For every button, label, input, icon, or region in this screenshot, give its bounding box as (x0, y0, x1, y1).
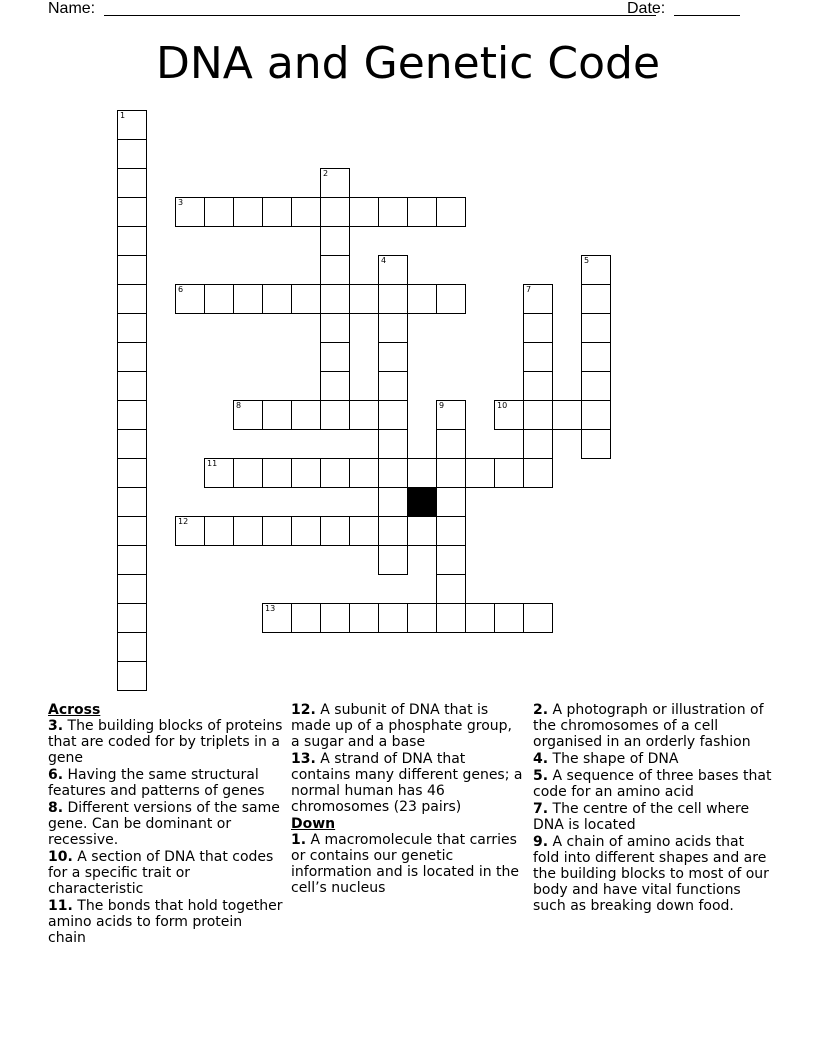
grid-cell[interactable] (117, 255, 147, 285)
grid-cell[interactable] (320, 400, 350, 430)
clue-number: 10. (48, 849, 73, 865)
grid-cell[interactable] (233, 197, 263, 227)
grid-cell[interactable] (523, 458, 553, 488)
grid-cell[interactable] (262, 516, 292, 546)
grid-cell[interactable] (378, 516, 408, 546)
grid-cell[interactable] (320, 342, 350, 372)
grid-cell[interactable] (262, 197, 292, 227)
grid-cell[interactable] (378, 545, 408, 575)
grid-cell[interactable] (378, 400, 408, 430)
grid-cell[interactable] (117, 661, 147, 691)
clue-across-10 (48, 849, 283, 897)
clue-across-3 (48, 718, 283, 766)
grid-cell[interactable] (494, 400, 524, 430)
grid-cell[interactable] (523, 313, 553, 343)
grid-cell[interactable] (320, 516, 350, 546)
grid-cell[interactable] (320, 313, 350, 343)
clue-across-11 (48, 898, 283, 946)
clue-number: 7. (533, 801, 549, 817)
grid-cell[interactable] (436, 545, 466, 575)
grid-cell[interactable] (320, 458, 350, 488)
name-label: Name: (48, 0, 96, 17)
grid-cell[interactable] (117, 487, 147, 517)
clue-text: A photograph or illustration of the chromosomes of a cell organised in an orderly fashion (533, 702, 764, 750)
grid-cell[interactable] (204, 197, 234, 227)
clue-number: 3. (48, 718, 64, 734)
page-title: DNA and Genetic Code (155, 38, 661, 89)
grid-cell[interactable] (407, 284, 437, 314)
grid-cell[interactable] (117, 342, 147, 372)
grid-cell[interactable] (378, 284, 408, 314)
grid-cell[interactable] (349, 458, 379, 488)
grid-cell[interactable] (465, 603, 495, 633)
grid-cell[interactable] (117, 400, 147, 430)
grid-cell[interactable] (233, 516, 263, 546)
grid-cell[interactable] (552, 400, 582, 430)
grid-cell[interactable] (378, 342, 408, 372)
clue-number: 1. (291, 832, 307, 848)
grid-cell[interactable] (204, 516, 234, 546)
date-label: Date: (627, 0, 666, 17)
grid-cell[interactable] (378, 603, 408, 633)
grid-cell[interactable] (523, 429, 553, 459)
clue-text: A strand of DNA that contains many different genes; a normal human has 46 chromosomes (23 pairs) (291, 751, 523, 815)
grid-cell[interactable] (436, 197, 466, 227)
cell-number: 7 (526, 285, 532, 294)
grid-cell[interactable] (581, 371, 611, 401)
grid-cell[interactable] (494, 603, 524, 633)
cell-number: 13 (265, 604, 276, 613)
grid-cell[interactable] (117, 168, 147, 198)
grid-cell[interactable] (378, 371, 408, 401)
clues-column-1 (48, 702, 283, 947)
clue-number: 8. (48, 800, 64, 816)
blocked-cell (407, 487, 437, 517)
grid-cell[interactable] (117, 632, 147, 662)
grid-cell[interactable] (378, 313, 408, 343)
down-heading: Down (291, 816, 336, 832)
grid-cell[interactable] (320, 197, 350, 227)
grid-cell[interactable] (291, 516, 321, 546)
grid-cell[interactable] (349, 516, 379, 546)
cell-number: 12 (178, 517, 189, 526)
cell-number: 8 (236, 401, 242, 410)
grid-cell[interactable] (581, 429, 611, 459)
grid-cell[interactable] (436, 429, 466, 459)
clue-text: A sequence of three bases that code for an amino acid (533, 768, 772, 800)
grid-cell[interactable] (407, 197, 437, 227)
cell-number: 11 (207, 459, 218, 468)
clue-down-1 (291, 832, 523, 896)
grid-cell[interactable] (523, 284, 553, 314)
grid-cell[interactable] (204, 458, 234, 488)
clue-text: A chain of amino acids that fold into different shapes and are the building blocks to most of our body and have vital functions such as breaking down food. (533, 834, 769, 914)
grid-cell[interactable] (117, 226, 147, 256)
clue-text: A macromolecule that carries or contains our genetic information and is located in the cell’s nucleus (291, 832, 520, 896)
clue-down-5 (533, 768, 773, 800)
grid-cell[interactable] (494, 458, 524, 488)
grid-cell[interactable] (262, 400, 292, 430)
grid-cell[interactable] (320, 371, 350, 401)
grid-cell[interactable] (117, 197, 147, 227)
clue-text: Having the same structural features and patterns of genes (48, 767, 265, 799)
grid-cell[interactable] (378, 458, 408, 488)
grid-cell[interactable] (262, 603, 292, 633)
clue-across-12 (291, 702, 523, 750)
grid-cell[interactable] (117, 429, 147, 459)
grid-cell[interactable] (204, 284, 234, 314)
grid-cell[interactable] (320, 284, 350, 314)
grid-cell[interactable] (117, 371, 147, 401)
grid-cell[interactable] (117, 603, 147, 633)
grid-cell[interactable] (349, 400, 379, 430)
cell-number: 3 (178, 198, 184, 207)
clue-text: Different versions of the same gene. Can be dominant or recessive. (48, 800, 280, 848)
clue-number: 12. (291, 702, 316, 718)
cell-number: 2 (323, 169, 329, 178)
grid-cell[interactable] (523, 371, 553, 401)
grid-cell[interactable] (378, 487, 408, 517)
grid-cell[interactable] (523, 342, 553, 372)
grid-cell[interactable] (581, 313, 611, 343)
clue-number: 5. (533, 768, 549, 784)
cell-number: 10 (497, 401, 508, 410)
grid-cell[interactable] (378, 255, 408, 285)
grid-cell[interactable] (320, 226, 350, 256)
grid-cell[interactable] (233, 284, 263, 314)
clues-column-3 (533, 702, 773, 915)
clue-number: 2. (533, 702, 549, 718)
clue-text: The building blocks of proteins that are coded for by triplets in a gene (48, 718, 283, 766)
clue-down-7 (533, 801, 773, 833)
cell-number: 9 (439, 401, 445, 410)
grid-cell[interactable] (291, 400, 321, 430)
grid-cell[interactable] (349, 284, 379, 314)
clue-text: The centre of the cell where DNA is located (533, 801, 750, 833)
clues-column-2 (291, 702, 523, 897)
grid-cell[interactable] (117, 574, 147, 604)
grid-cell[interactable] (233, 458, 263, 488)
clue-number: 9. (533, 834, 549, 850)
grid-cell[interactable] (436, 574, 466, 604)
clue-number: 6. (48, 767, 64, 783)
grid-cell[interactable] (407, 603, 437, 633)
grid-cell[interactable] (320, 255, 350, 285)
clue-across-13 (291, 751, 523, 815)
grid-cell[interactable] (291, 197, 321, 227)
grid-cell[interactable] (117, 458, 147, 488)
grid-cell[interactable] (117, 545, 147, 575)
clue-across-8 (48, 800, 283, 848)
clue-down-2 (533, 702, 773, 750)
cell-number: 6 (178, 285, 184, 294)
grid-cell[interactable] (320, 603, 350, 633)
grid-cell[interactable] (378, 429, 408, 459)
grid-cell[interactable] (378, 197, 408, 227)
grid-cell[interactable] (262, 284, 292, 314)
grid-cell[interactable] (233, 400, 263, 430)
cell-number: 1 (120, 111, 126, 120)
cell-number: 4 (381, 256, 387, 265)
grid-cell[interactable] (581, 342, 611, 372)
clue-number: 13. (291, 751, 316, 767)
clue-number: 4. (533, 751, 549, 767)
grid-cell[interactable] (581, 255, 611, 285)
grid-cell[interactable] (349, 197, 379, 227)
cell-number: 5 (584, 256, 590, 265)
grid-cell[interactable] (465, 458, 495, 488)
grid-cell[interactable] (175, 516, 205, 546)
grid-cell[interactable] (117, 110, 147, 140)
grid-cell[interactable] (117, 139, 147, 169)
grid-cell[interactable] (407, 458, 437, 488)
grid-cell[interactable] (523, 400, 553, 430)
clue-text: A subunit of DNA that is made up of a phosphate group, a sugar and a base (291, 702, 512, 750)
across-heading: Across (48, 702, 101, 718)
clue-down-4 (533, 751, 773, 767)
clue-text: The shape of DNA (552, 751, 679, 767)
clue-text: The bonds that hold together amino acids to form protein chain (48, 898, 283, 946)
grid-cell[interactable] (581, 284, 611, 314)
grid-cell[interactable] (436, 458, 466, 488)
grid-cell[interactable] (262, 458, 292, 488)
grid-cell[interactable] (436, 284, 466, 314)
grid-cell[interactable] (436, 487, 466, 517)
grid-cell[interactable] (175, 284, 205, 314)
grid-cell[interactable] (581, 400, 611, 430)
clue-down-9 (533, 834, 773, 914)
grid-cell[interactable] (291, 603, 321, 633)
grid-cell[interactable] (407, 516, 437, 546)
grid-cell[interactable] (117, 516, 147, 546)
grid-cell[interactable] (523, 603, 553, 633)
clue-text: A section of DNA that codes for a specific trait or characteristic (48, 849, 274, 897)
clue-number: 11. (48, 898, 73, 914)
grid-cell[interactable] (349, 603, 379, 633)
grid-cell[interactable] (291, 458, 321, 488)
grid-cell[interactable] (117, 313, 147, 343)
grid-cell[interactable] (291, 284, 321, 314)
clue-across-6 (48, 767, 283, 799)
grid-cell[interactable] (436, 400, 466, 430)
grid-cell[interactable] (117, 284, 147, 314)
grid-cell[interactable] (436, 516, 466, 546)
grid-cell[interactable] (175, 197, 205, 227)
grid-cell[interactable] (320, 168, 350, 198)
grid-cell[interactable] (436, 603, 466, 633)
